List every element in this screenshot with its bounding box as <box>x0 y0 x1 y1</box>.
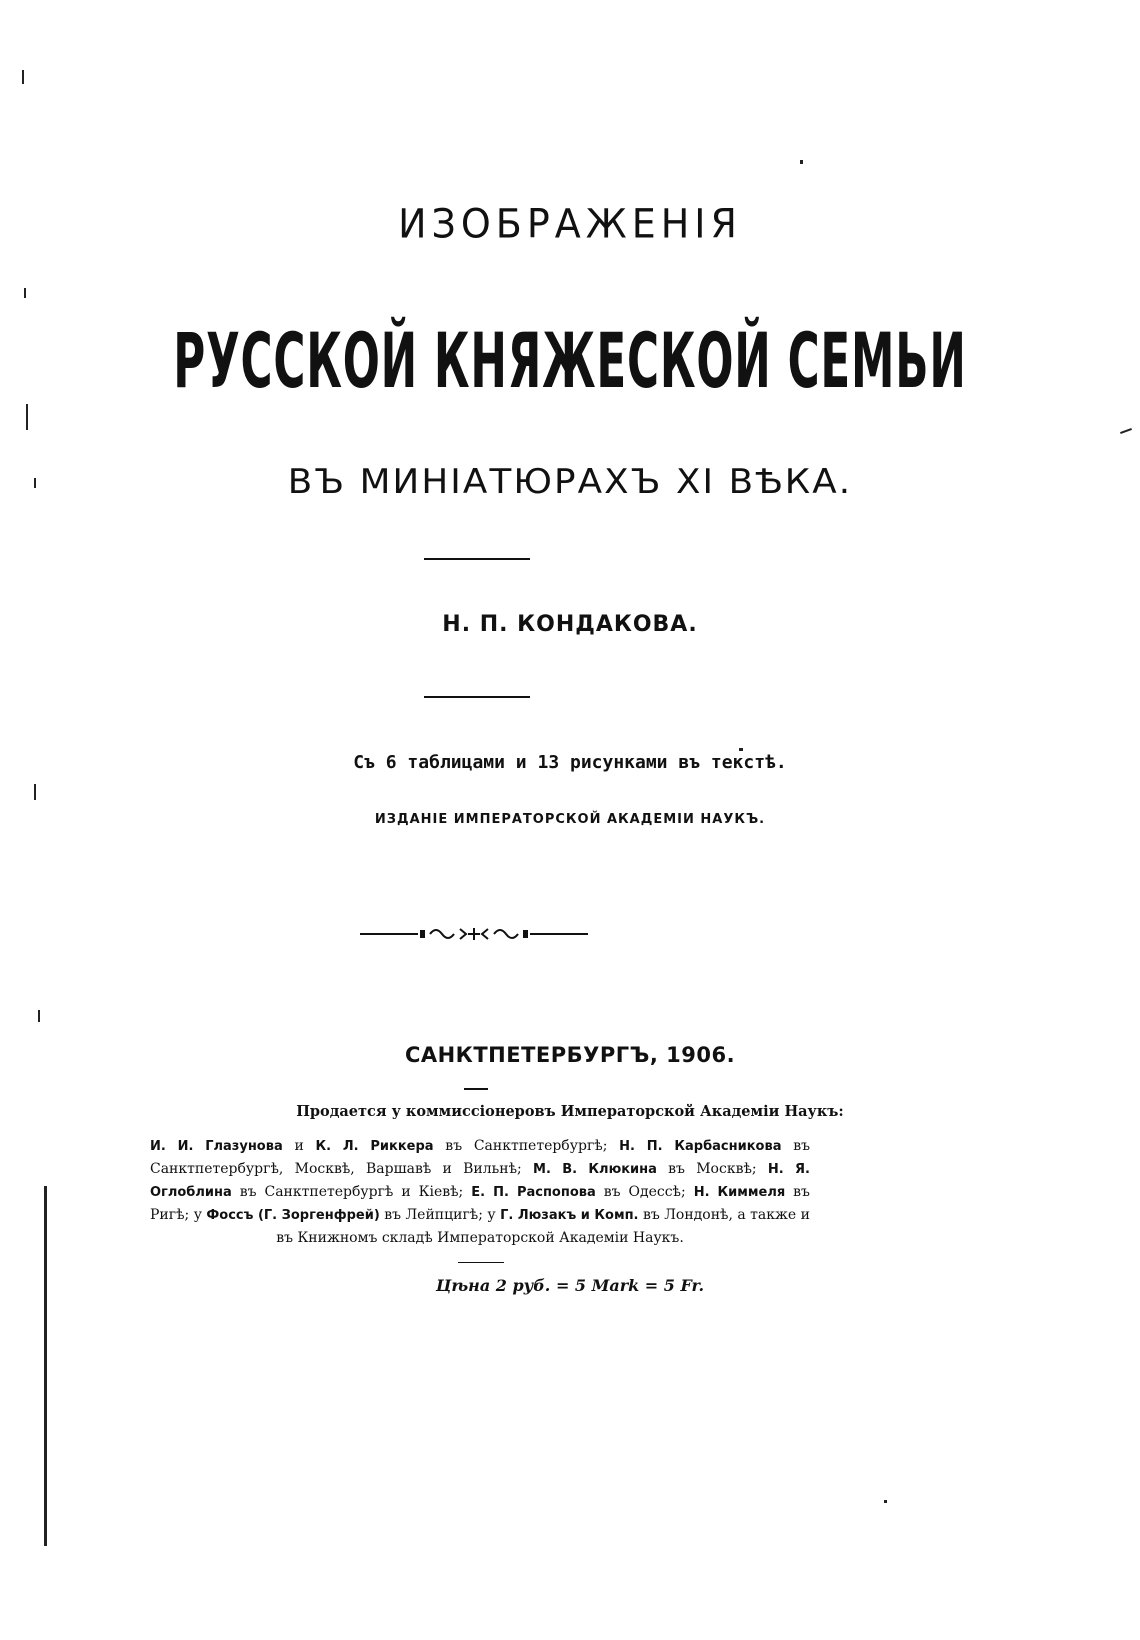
scan-speck <box>44 1186 47 1546</box>
rule-3 <box>464 1088 488 1090</box>
scan-speck <box>38 1010 40 1022</box>
illustrations-note: Съ 6 таблицами и 13 рисунками въ текстѣ. <box>353 752 787 773</box>
price-line: Цѣна 2 руб. = 5 Mark = 5 Fr. <box>435 1276 705 1295</box>
scan-speck <box>1120 428 1132 434</box>
dealer-name: Фоссъ (Г. Зоргенфрей) <box>206 1208 380 1223</box>
scan-speck <box>22 70 24 84</box>
dealer-name: Е. П. Распопова <box>471 1185 596 1200</box>
imprint-city-year: САНКТПЕТЕРБУРГЪ, 1906. <box>404 1043 736 1067</box>
scan-speck <box>26 404 28 430</box>
dealers-text: въ Санктпетербургѣ; <box>433 1138 620 1154</box>
dealer-name: Г. Люзакъ и Комп. <box>500 1208 639 1223</box>
dealers-paragraph <box>150 1135 810 1250</box>
scan-speck <box>24 288 26 298</box>
dealer-name: К. Л. Риккера <box>315 1139 434 1154</box>
dealers-text: въ Лейпцигѣ; у <box>379 1207 501 1223</box>
dealers-text: въ Одессѣ; <box>595 1184 694 1200</box>
scan-speck <box>34 784 36 800</box>
dealers-text: и <box>282 1138 316 1154</box>
dealer-name: М. В. Клюкина <box>533 1162 657 1177</box>
scan-speck <box>884 1500 887 1503</box>
dealers-text: въ Москвѣ; <box>656 1161 768 1177</box>
rule-1 <box>424 558 530 560</box>
title-line-1: ИЗОБРАЖЕНІЯ <box>398 200 742 248</box>
ornament-icon <box>360 926 588 942</box>
dealer-name: Н. П. Карбасникова <box>619 1139 782 1154</box>
scan-speck <box>34 478 36 488</box>
dealers-text: въ Лондонѣ, а также и въ Книжномъ складѣ Императорской Академіи Наукъ. <box>276 1207 810 1246</box>
ornament-divider <box>360 926 588 942</box>
dealer-name: И. И. Глазунова <box>150 1139 283 1154</box>
dealers-text: въ Санктпетербургѣ, Москвѣ, Варшавѣ и Вильнѣ; <box>150 1138 810 1177</box>
sold-by-line: Продается у коммиссіонеровъ Императорской Академіи Наукъ: <box>296 1103 844 1120</box>
title-line-2: РУССКОЙ КНЯЖЕСКОЙ СЕМЬИ <box>173 318 967 406</box>
rule-4 <box>458 1262 504 1263</box>
dealers-text: въ Ригѣ; у <box>150 1184 810 1223</box>
author: Н. П. КОНДАКОВА. <box>442 612 698 637</box>
dealers-text: въ Санктпетербургѣ и Кіевѣ; <box>231 1184 472 1200</box>
rule-2 <box>424 696 530 698</box>
title-line-3: ВЪ МИНІАТЮРАХЪ XI ВѢКА. <box>287 462 853 502</box>
scan-speck <box>800 160 803 164</box>
edition-line: ИЗДАНІЕ ИМПЕРАТОРСКОЙ АКАДЕМІИ НАУКЪ. <box>374 812 766 827</box>
dealer-name: Н. Киммеля <box>693 1185 786 1200</box>
scan-speck <box>739 748 743 751</box>
dealer-name: Н. Я. Оглоблина <box>150 1162 810 1200</box>
